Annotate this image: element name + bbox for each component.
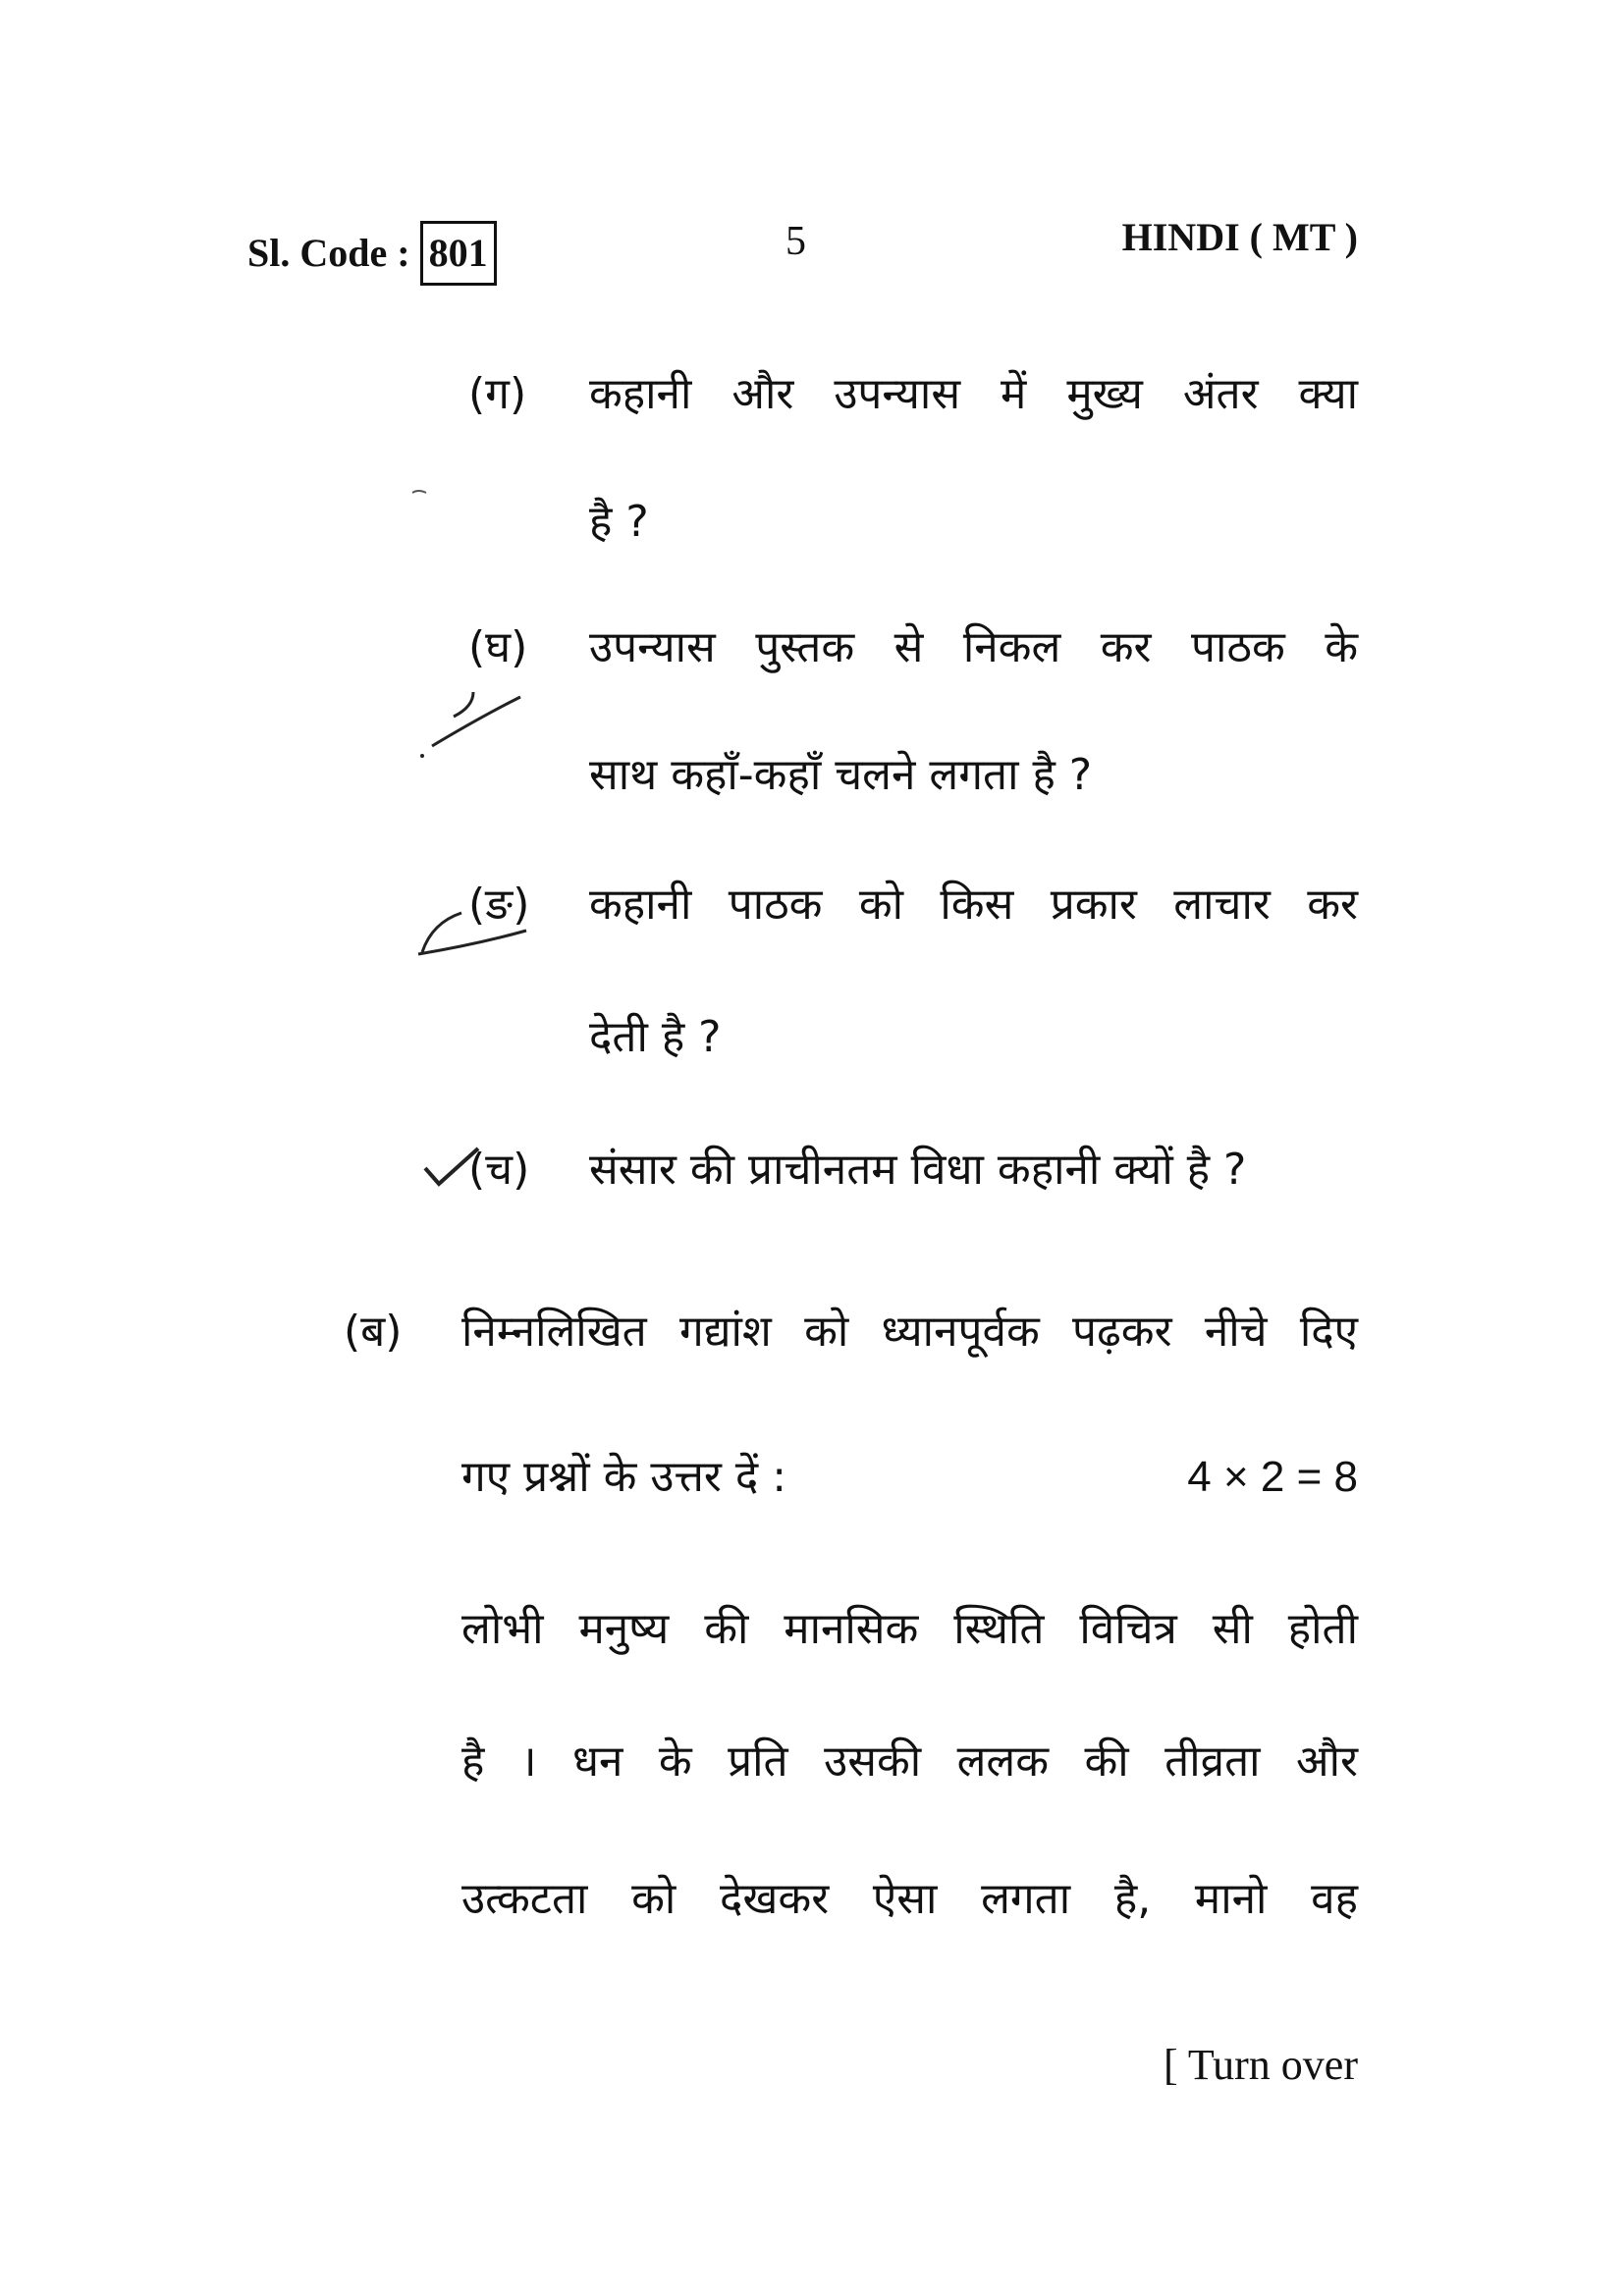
instruction-text: गए प्रश्नों के उत्तर दें : <box>461 1452 787 1502</box>
question-label: (ङ) <box>468 880 530 930</box>
question-text: साथ कहाँ-कहाँ चलने लगता है ? <box>589 750 1093 800</box>
turn-over: [ Turn over <box>1163 2041 1358 2089</box>
subject-title: HINDI ( MT ) <box>1121 215 1358 259</box>
serial-code-label: Sl. Code : <box>247 231 410 275</box>
question-label: (घ) <box>468 622 528 672</box>
page-number: 5 <box>785 219 806 264</box>
tick-mark-icon <box>417 1139 496 1198</box>
serial-code-value: 801 <box>420 221 497 286</box>
question-label: (ग) <box>468 369 527 419</box>
marks: 4 × 2 = 8 <box>1187 1453 1358 1501</box>
question-text: संसार की प्राचीनतम विधा कहानी क्यों है ? <box>589 1145 1247 1195</box>
section-label: (ब) <box>344 1307 403 1357</box>
question-text: देती है ? <box>589 1012 722 1062</box>
passage-line: है । धन के प्रति उसकी ललक की तीव्रता और <box>461 1736 1358 1787</box>
question-label: (च) <box>468 1145 530 1195</box>
tick-mark-icon <box>412 883 550 962</box>
question-text: है ? <box>589 497 649 547</box>
pen-mark-icon <box>393 471 550 766</box>
question-text: कहानी और उपन्यास में मुख्य अंतर क्या <box>589 369 1358 419</box>
passage-line: लोभी मनुष्य की मानसिक स्थिति विचित्र सी होती <box>461 1604 1358 1654</box>
question-text: उपन्यास पुस्तक से निकल कर पाठक के <box>589 622 1358 672</box>
passage-line: उत्कटता को देखकर ऐसा लगता है, मानो वह <box>461 1874 1358 1924</box>
question-text: कहानी पाठक को किस प्रकार लाचार कर <box>589 880 1358 930</box>
serial-code <box>247 221 497 286</box>
instruction-text: निम्नलिखित गद्यांश को ध्यानपूर्वक पढ़कर नीचे दिए <box>461 1307 1358 1357</box>
